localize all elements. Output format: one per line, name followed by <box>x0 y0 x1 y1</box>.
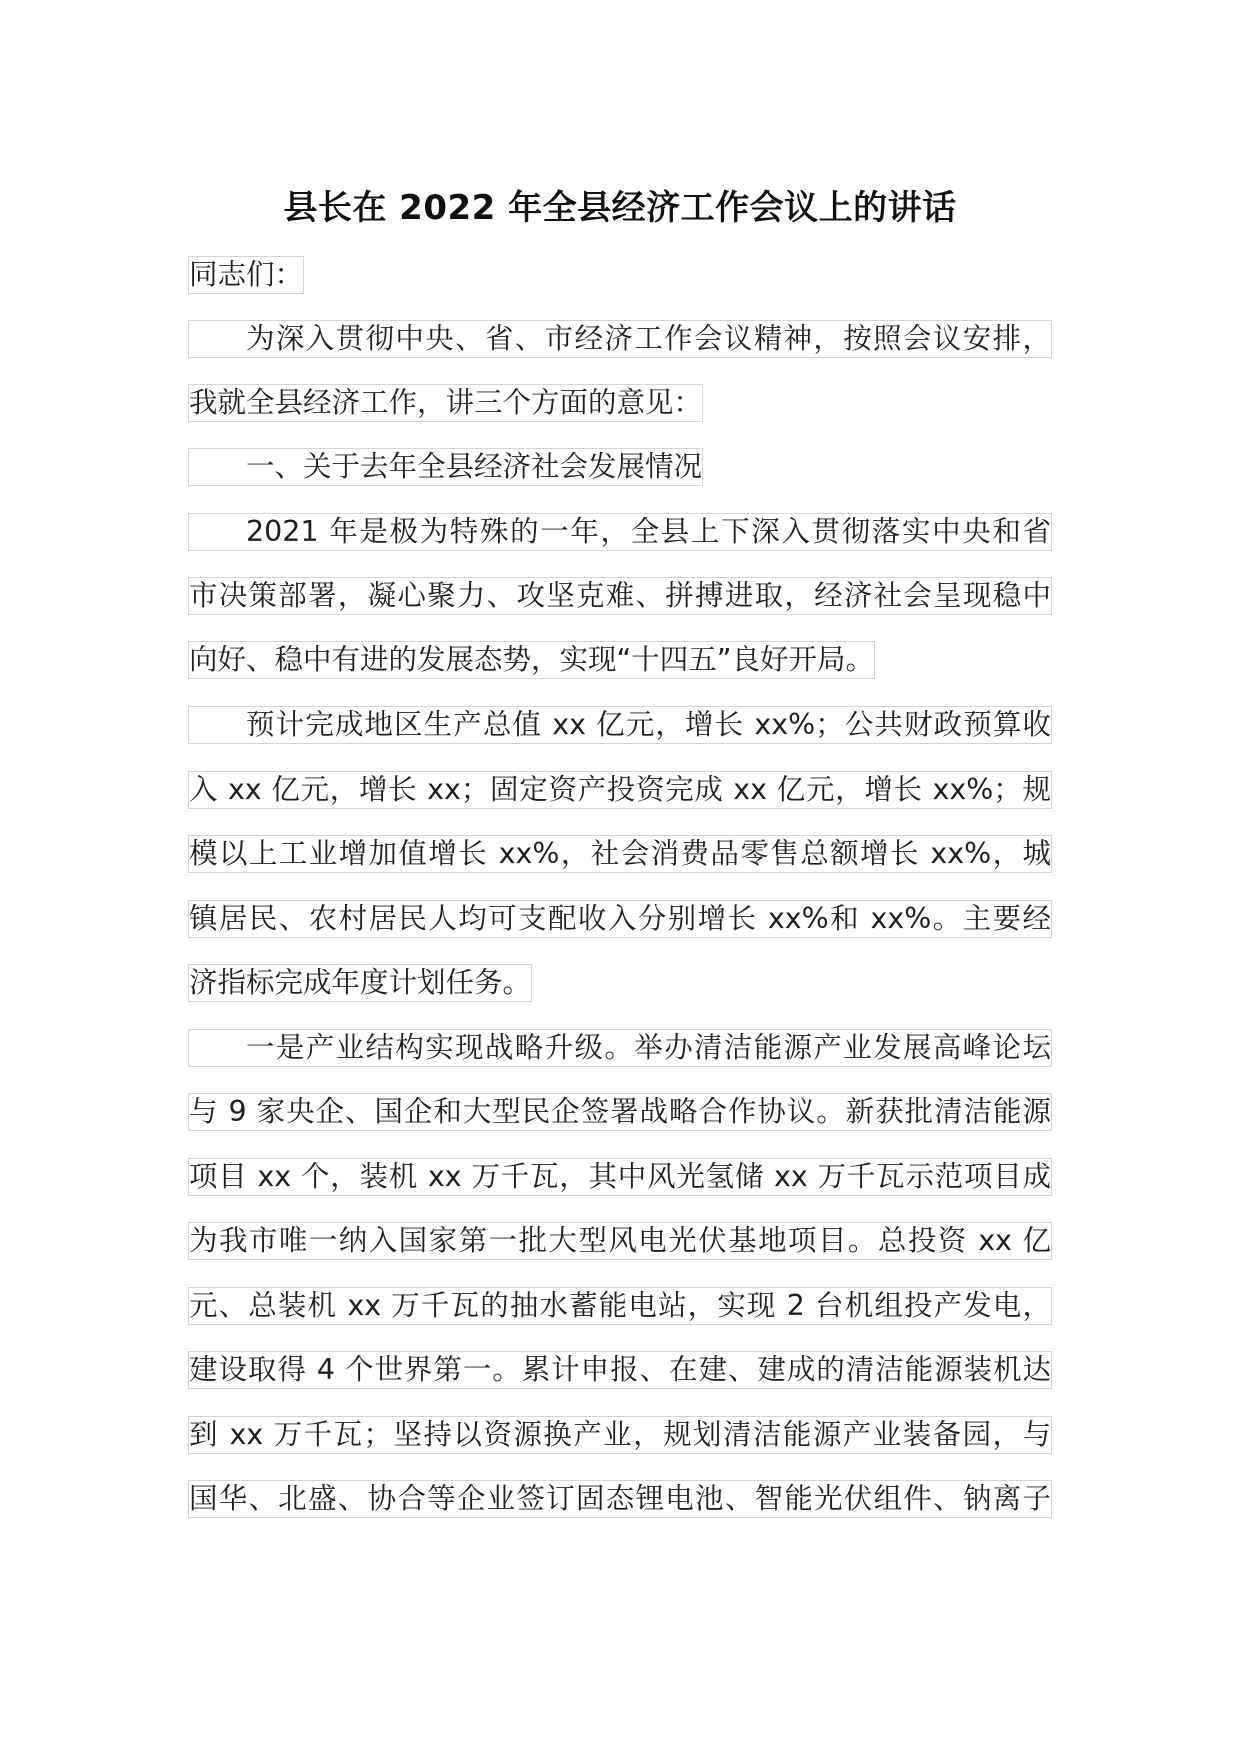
paragraph-line: 项目 xx 个，装机 xx 万千瓦，其中风光氢储 xx 万千瓦示范项目成 <box>188 1158 1052 1196</box>
salutation-line: 同志们： <box>188 256 304 294</box>
paragraph-line: 建设取得 4 个世界第一。累计申报、在建、建成的清洁能源装机达 <box>188 1351 1052 1389</box>
paragraph-line: 模以上工业增加值增长 xx%，社会消费品零售总额增长 xx%，城 <box>188 835 1052 873</box>
section-heading-line: 一、关于去年全县经济社会发展情况 <box>188 448 703 486</box>
paragraph-line: 为深入贯彻中央、省、市经济工作会议精神，按照会议安排， <box>188 320 1052 358</box>
paragraph-line: 一是产业结构实现战略升级。举办清洁能源产业发展高峰论坛 <box>188 1029 1052 1067</box>
paragraph-line: 向好、稳中有进的发展态势，实现“十四五”良好开局。 <box>188 641 875 679</box>
paragraph-line: 与 9 家央企、国企和大型民企签署战略合作协议。新获批清洁能源 <box>188 1093 1052 1131</box>
paragraph-line: 国华、北盛、协合等企业签订固态锂电池、智能光伏组件、钠离子 <box>188 1480 1052 1518</box>
paragraph-line: 我就全县经济工作，讲三个方面的意见： <box>188 384 703 422</box>
paragraph-line: 元、总装机 xx 万千瓦的抽水蓄能电站，实现 2 台机组投产发电， <box>188 1287 1052 1325</box>
paragraph-line: 到 xx 万千瓦；坚持以资源换产业，规划清洁能源产业装备园，与 <box>188 1416 1052 1454</box>
paragraph-line: 预计完成地区生产总值 xx 亿元，增长 xx%；公共财政预算收 <box>188 706 1052 744</box>
paragraph-line: 入 xx 亿元，增长 xx；固定资产投资完成 xx 亿元，增长 xx%；规 <box>188 771 1052 809</box>
paragraph-line: 济指标完成年度计划任务。 <box>188 964 532 1002</box>
paragraph-line: 为我市唯一纳入国家第一批大型风电光伏基地项目。总投资 xx 亿 <box>188 1222 1052 1260</box>
paragraph-line: 镇居民、农村居民人均可支配收入分别增长 xx%和 xx%。主要经 <box>188 900 1052 938</box>
document-title: 县长在 2022 年全县经济工作会议上的讲话 <box>283 188 957 228</box>
paragraph-line: 市决策部署，凝心聚力、攻坚克难、拼搏进取，经济社会呈现稳中 <box>188 577 1052 615</box>
paragraph-line: 2021 年是极为特殊的一年，全县上下深入贯彻落实中央和省 <box>188 513 1052 551</box>
